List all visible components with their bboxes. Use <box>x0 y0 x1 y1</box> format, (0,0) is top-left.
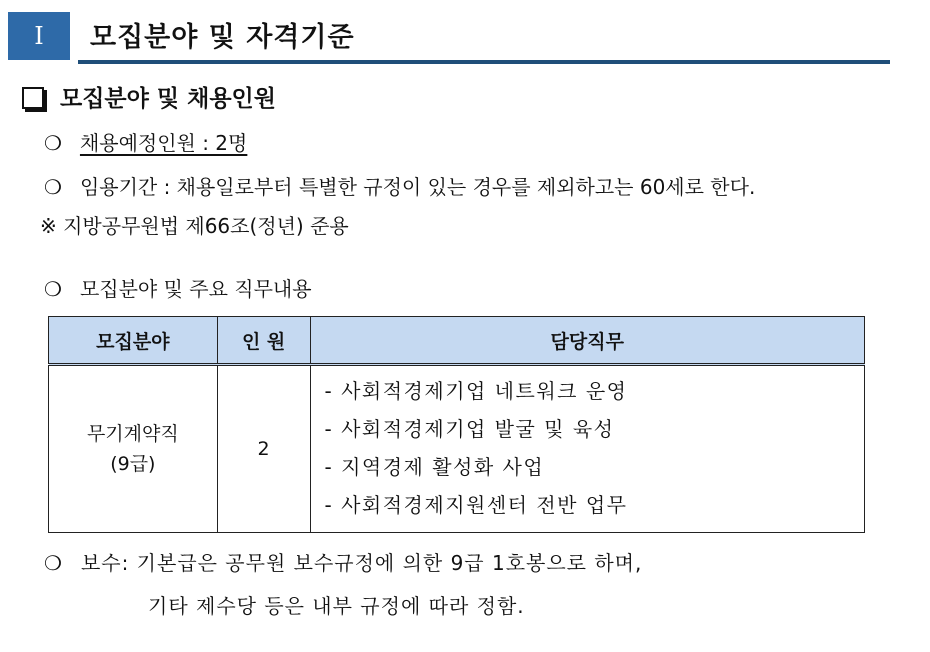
count-cell: 2 <box>217 365 310 533</box>
section-number-badge: Ⅰ <box>8 12 70 60</box>
pay-text-line1: 보수: 기본급은 공무원 보수규정에 의한 9급 1호봉으로 하며, <box>80 551 643 575</box>
circle-bullet-icon: ❍ <box>44 175 62 199</box>
circle-bullet-icon: ❍ <box>44 277 62 301</box>
table-row <box>49 365 865 533</box>
note-item <box>40 210 349 239</box>
category-cell <box>49 365 218 533</box>
duty-item: - 사회적경제지원센터 전반 업무 <box>324 493 628 517</box>
duty-item: - 지역경제 활성화 사업 <box>324 455 545 479</box>
note-text: ※ 지방공무원법 제66조(정년) 준용 <box>40 214 349 238</box>
term-text: 임용기간 : 채용일로부터 특별한 규정이 있는 경우를 제외하고는 60세로 한다. <box>79 175 756 199</box>
section-header <box>8 12 890 64</box>
header-count: 인 원 <box>217 317 310 365</box>
circle-bullet-icon: ❍ <box>44 131 62 155</box>
subsection-title: 모집분야 및 채용인원 <box>60 86 276 112</box>
table-header-row <box>49 317 865 365</box>
pay-text-line2: 기타 제수당 등은 내부 규정에 따라 정함. <box>148 594 525 618</box>
pay-item-continued <box>148 590 525 619</box>
header-duties: 담당직무 <box>310 317 864 365</box>
section-title: 모집분야 및 자격기준 <box>90 22 355 53</box>
duties-heading-text: 모집분야 및 주요 직무내용 <box>79 277 312 301</box>
duty-item: - 사회적경제기업 발굴 및 육성 <box>324 417 615 441</box>
duty-item: - 사회적경제기업 네트워크 운영 <box>324 379 628 403</box>
headcount-item <box>44 127 247 156</box>
checkbox-icon <box>22 87 44 109</box>
category-line1: 무기계약직 <box>86 423 179 445</box>
section-divider <box>78 60 890 64</box>
header-category: 모집분야 <box>49 317 218 365</box>
subsection-heading <box>22 80 276 113</box>
duties-heading-item <box>44 273 312 302</box>
term-item <box>44 171 755 200</box>
category-line2: (9급) <box>110 453 156 475</box>
duties-cell <box>310 365 864 533</box>
recruitment-table <box>48 316 865 533</box>
pay-item <box>44 547 642 576</box>
circle-bullet-icon: ❍ <box>44 551 63 575</box>
headcount-text: 채용예정인원 : 2명 <box>79 131 248 155</box>
